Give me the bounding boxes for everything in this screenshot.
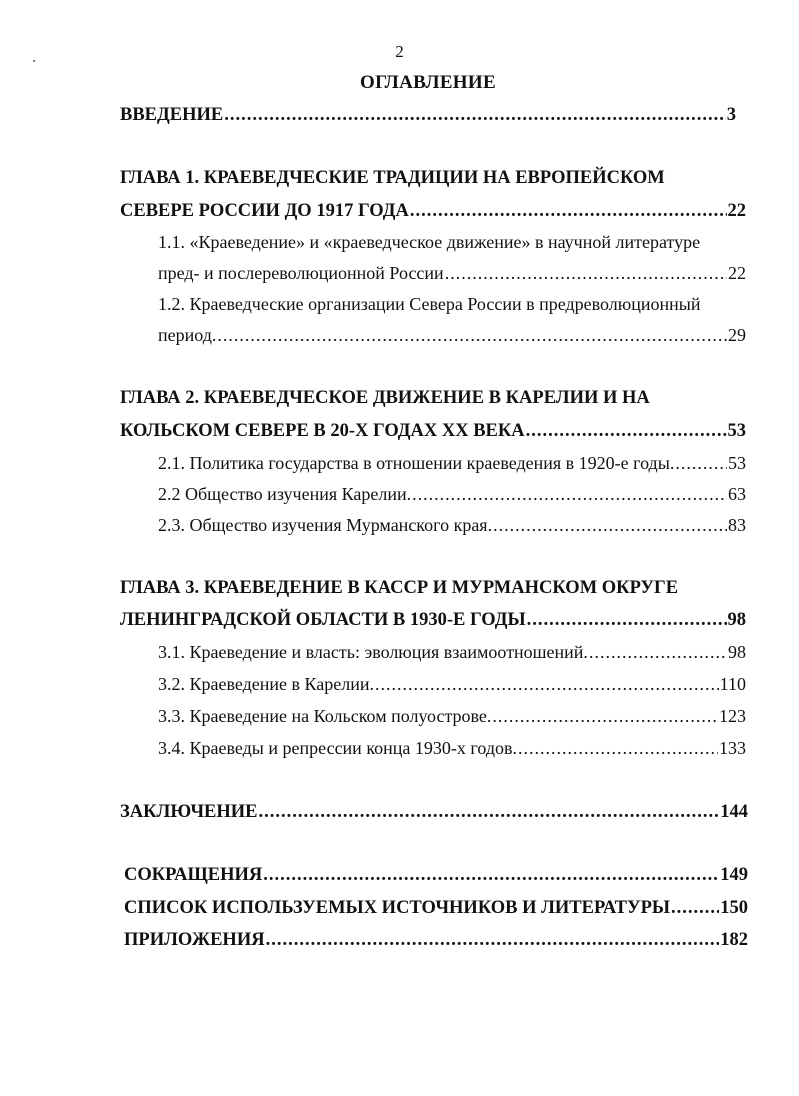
toc-entry-title: 3.4. Краеведы и репрессии конца 1930-х годов.	[158, 738, 517, 758]
toc-leader-dots	[410, 200, 727, 222]
page-number: 2	[395, 42, 404, 61]
toc-leader-dots	[375, 673, 719, 695]
toc-leader-dots	[492, 705, 718, 727]
toc-entry-title: КОЛЬСКОМ СЕВЕРЕ В 20-Х ГОДАХ XX ВЕКА	[120, 421, 525, 441]
toc-entry-title: 3.3. Краеведение на Кольском полуострове.	[158, 706, 492, 726]
toc-entry-page: 182	[720, 930, 748, 950]
toc-entry-title: пред- и послереволюционной России	[158, 263, 444, 283]
toc-entry-page: 22	[727, 201, 746, 221]
toc-entry-title: 2.2 Общество изучения Карелии.	[158, 484, 412, 504]
toc-entry-sources[interactable]	[124, 897, 748, 919]
toc-entry-chapter-3[interactable]	[120, 609, 746, 631]
toc-entry-title: СОКРАЩЕНИЯ	[124, 865, 263, 885]
toc-leader-dots	[671, 897, 719, 919]
toc-entry-3-2[interactable]	[158, 673, 746, 695]
toc-entry-2-3[interactable]	[158, 514, 746, 536]
toc-leader-dots	[527, 609, 727, 631]
toc-entry-title: СПИСОК ИСПОЛЬЗУЕМЫХ ИСТОЧНИКОВ И ЛИТЕРАТУРЫ	[124, 898, 671, 918]
toc-entry-title: период.	[158, 325, 217, 345]
toc-entry-page: 53	[728, 453, 746, 473]
toc-entry-page: 63	[728, 484, 746, 504]
toc-entry-page: 98	[727, 610, 746, 630]
toc-entry-page: 29	[728, 325, 746, 345]
toc-entry-title: 2.1. Политика государства в отношении краеведения в 1920-е годы.	[158, 453, 675, 473]
toc-entry-3-1[interactable]	[158, 641, 746, 663]
toc-entry-introduction[interactable]	[120, 104, 736, 126]
toc-entry-title: 3.2. Краеведение в Карелии.	[158, 674, 375, 694]
toc-entry-page: 83	[728, 515, 746, 535]
toc-entry-title: 3.1. Краеведение и власть: эволюция взаимоотношений.	[158, 642, 588, 662]
toc-entry-page: 149	[720, 865, 748, 885]
toc-entry-chapter-1-line1[interactable]: ГЛАВА 1. КРАЕВЕДЧЕСКИЕ ТРАДИЦИИ НА ЕВРОПЕЙСКОМ	[120, 168, 665, 188]
toc-entry-1-1-line1[interactable]: 1.1. «Краеведение» и «краеведческое движение» в научной литературе	[158, 232, 701, 252]
toc-leader-dots	[217, 324, 727, 346]
toc-leader-dots	[259, 801, 720, 823]
toc-leader-dots	[263, 864, 719, 886]
toc-entry-1-2[interactable]	[158, 324, 746, 346]
toc-entry-title: СЕВЕРЕ РОССИИ ДО 1917 ГОДА	[120, 201, 409, 221]
toc-entry-title: ВВЕДЕНИЕ	[120, 105, 224, 125]
toc-entry-page: 133	[719, 738, 746, 758]
toc-entry-title: ПРИЛОЖЕНИЯ	[124, 930, 265, 950]
toc-leader-dots	[224, 104, 726, 126]
toc-leader-dots	[266, 929, 720, 951]
toc-entry-page: 22	[728, 263, 746, 283]
toc-entry-page: 98	[728, 642, 746, 662]
toc-entry-page: 150	[720, 898, 748, 918]
toc-entry-page: 53	[727, 421, 746, 441]
toc-entry-title: 2.3. Общество изучения Мурманского края.	[158, 515, 493, 535]
toc-entry-conclusion[interactable]	[120, 801, 748, 823]
toc-entry-page: 144	[720, 802, 748, 822]
toc-leader-dots	[493, 514, 727, 536]
toc-entry-1-2-line1[interactable]: 1.2. Краеведческие организации Севера России в предреволюционный	[158, 294, 701, 314]
toc-entry-page: 123	[719, 706, 746, 726]
toc-leader-dots	[589, 641, 727, 663]
toc-leader-dots	[445, 262, 727, 284]
toc-entry-2-2[interactable]	[158, 483, 746, 505]
toc-entry-page: 3	[726, 105, 736, 125]
toc-entry-abbreviations[interactable]	[124, 864, 748, 886]
toc-entry-chapter-3-line1[interactable]: ГЛАВА 3. КРАЕВЕДЕНИЕ В КАССР И МУРМАНСКОМ ОКРУГЕ	[120, 578, 679, 598]
toc-entry-appendices[interactable]	[124, 929, 748, 951]
toc-entry-3-3[interactable]	[158, 705, 746, 727]
toc-entry-2-1[interactable]	[158, 452, 746, 474]
toc-entry-chapter-1[interactable]	[120, 200, 746, 222]
toc-entry-title: ЗАКЛЮЧЕНИЕ	[120, 802, 258, 822]
toc-leader-dots	[412, 483, 727, 505]
toc-entry-1-1[interactable]	[158, 262, 746, 284]
toc-entry-title: ЛЕНИНГРАДСКОЙ ОБЛАСТИ В 1930-Е ГОДЫ	[120, 610, 526, 630]
toc-entry-page: 110	[719, 674, 746, 694]
toc-heading: ОГЛАВЛЕНИЕ	[360, 72, 496, 93]
toc-leader-dots	[526, 420, 727, 442]
toc-entry-chapter-2[interactable]	[120, 420, 746, 442]
toc-entry-3-4[interactable]	[158, 737, 746, 759]
toc-leader-dots	[675, 452, 727, 474]
toc-leader-dots	[518, 737, 718, 759]
toc-entry-chapter-2-line1[interactable]: ГЛАВА 2. КРАЕВЕДЧЕСКОЕ ДВИЖЕНИЕ В КАРЕЛИИ И НА	[120, 388, 650, 408]
